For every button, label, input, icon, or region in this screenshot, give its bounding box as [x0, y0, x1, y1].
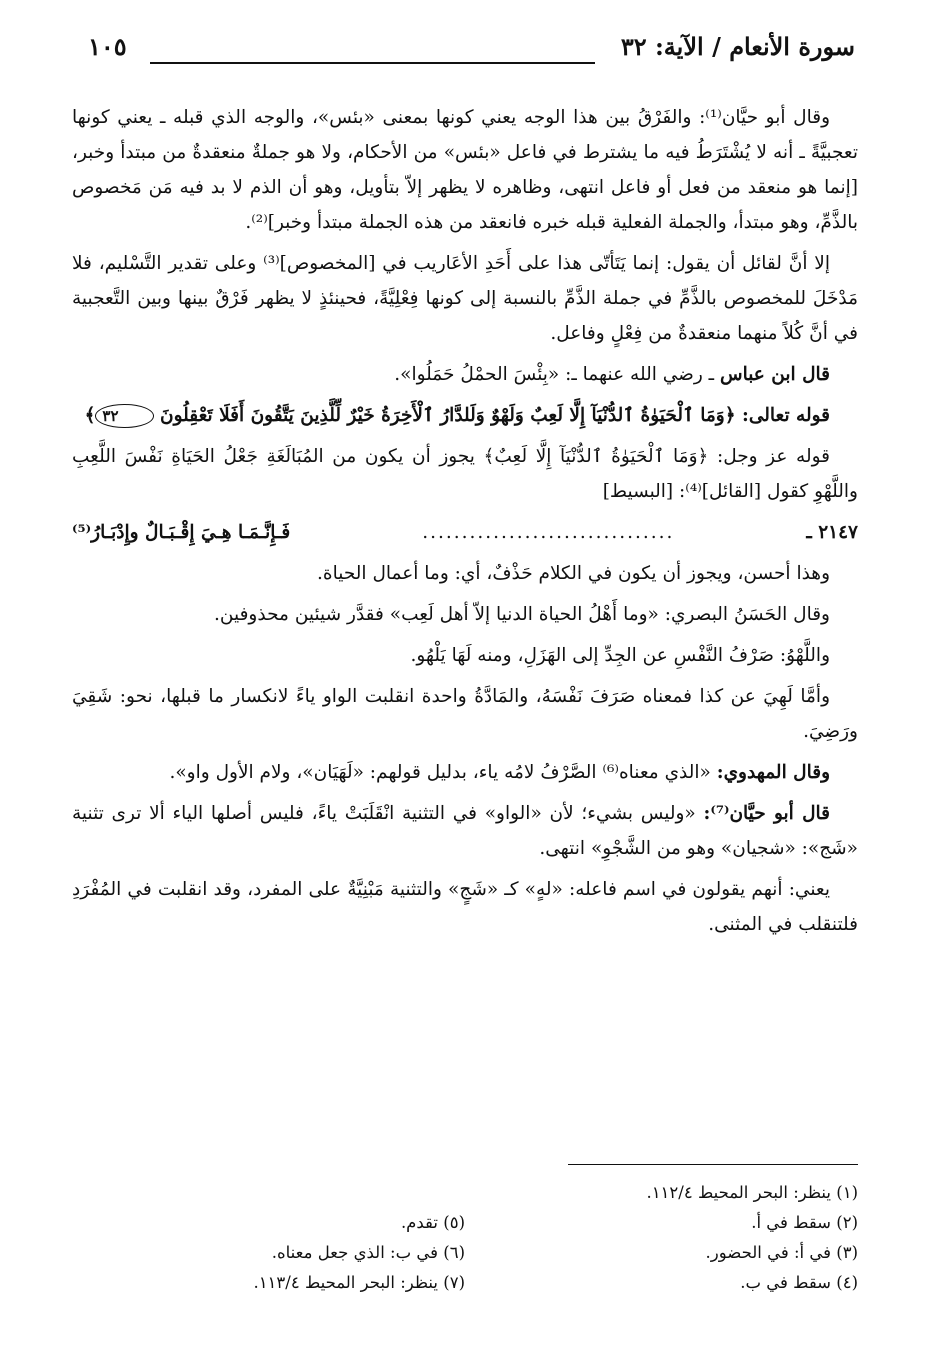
- footnote: (٥) تقدم.: [400, 1213, 465, 1232]
- sura-title: سورة الأنعام / الآية: ٣٢: [620, 32, 855, 61]
- poem-text: فَـإِنَّـمَـا هِـيَ إِقْـبَـالٌ وإِدْبَـارُ⁽⁵⁾: [72, 522, 291, 543]
- paragraph: وهذا أحسن، ويجوز أن يكون في الكلام حَذْفٌ، أي: وما أعمال الحياة.: [317, 563, 830, 584]
- page-header: [88, 28, 855, 68]
- paragraph: يعني: أنهم يقولون في اسم فاعله: «لهٍ» كـ «شَجٍ» والتثنية مَبْنِيَّةٌ على المفرد، وقد انقلبت في المُفْرَدِ فلتنقلب في المثنى.: [72, 879, 858, 935]
- abuhayyan-paragraph: [72, 796, 858, 866]
- verse-text: ﴿وَمَا ٱلْحَيَوٰةُ ٱلدُّنْيَآ إِلَّا لَعِبٌ وَلَهْوٌ وَلَلدَّارُ ٱلْأَخِرَةُ خَيْرٌ لِّلَّذِينَ يَتَّقُونَ أَفَلَا تَعْقِلُونَ: [159, 405, 736, 426]
- ibn-abbas-text: ـ رضي الله عنهما ـ: «بِئْسَ الحمْلُ حَمَلُوا».: [394, 364, 720, 385]
- footnote: (١) ينظر: البحر المحيط ١١٢/٤.: [646, 1183, 858, 1202]
- poem-number: ٢١٤٧ ـ: [806, 522, 858, 543]
- footnote: (٤) سقط في ب.: [740, 1273, 858, 1292]
- footnote: (٣) في أ: في الحضور.: [705, 1243, 858, 1262]
- main-text: [72, 100, 858, 948]
- footnote: (٧) ينظر: البحر المحيط ١١٣/٤.: [253, 1273, 465, 1292]
- header-rule: [150, 62, 595, 64]
- verse-comment: قوله عز وجل: ﴿وَمَا ٱلْحَيَوٰةُ ٱلدُّنْيَآ إِلَّا لَعِبٌ﴾ يجوز أن يكون من المُبَالَغَةِ جَعْلُ الحَيَاةِ نَفْسَ اللَّعِبِ واللَّهْوِ كقول [القائل]⁽⁴⁾: [البسيط]: [72, 446, 858, 502]
- mahdawi-lead: وقال المهدوي:: [716, 762, 830, 783]
- paragraph: وقال أبو حيَّان⁽¹⁾: والفَرْقُ بين هذا الوجه يعني كونها بمعنى «بئس»، والوجه الذي قبله ـ يعني كونها تعجبيَّةً ـ أنه لا يُشْتَرَطُ فيه ما يشترط في فاعل «بئس» من الأحكام، ولا هو جملةٌ منعقدةٌ من مبتدأ وخبر، [إنما هو منعقد من فعل أو فاعل انتهى، وظاهره لا يظهر إلاّ بتأويل، وهو أن الذم لا بد فيه مَن مَخصوص بالذَّمِّ، وهو مبتدأ، والجملة الفعلية قبله خبره فانعقد من هذه الجملة مبتدأ وخبر]⁽²⁾.: [72, 107, 858, 233]
- footnotes: [72, 1178, 858, 1298]
- ibn-abbas-paragraph: [72, 357, 858, 392]
- poem-dots: ................................: [422, 522, 675, 543]
- abuhayyan-lead: قال أبو حيَّان⁽⁷⁾:: [703, 803, 831, 824]
- poem-line: [72, 515, 858, 550]
- ayah-number: ٣٢: [95, 404, 153, 428]
- footnote: (٢) سقط في أ.: [751, 1213, 858, 1232]
- mahdawi-text: «الذي معناه⁽⁶⁾ الصَّرْفُ لامُه ياء، بدليل قولهم: «لَهَيَان»، ولام الأول واو».: [169, 762, 717, 783]
- footnote-rule: [568, 1164, 858, 1165]
- verse-close: ﴾: [84, 405, 96, 426]
- ibn-abbas-lead: قال ابن عباس: [719, 364, 830, 385]
- paragraph: إلا أنَّ لقائل أن يقول: إنما يَتَأتّى هذا على أَحَدِ الأعَاريب في [المخصوص]⁽³⁾ وعلى تقدير التَّسْليم، فلا مَدْخَلَ للمخصوص بالذَّمِّ في جملة الذَّمِّ بالنسبة إلى كونها فِعْلِيَّةً، فحينئذٍ لا يظهر فَرْقٌ بينها وبين التَّعجبية في أنَّ كُلاً منهما منعقدةٌ من فِعْلٍ وفاعل.: [72, 253, 858, 344]
- paragraph: وقال الحَسَنُ البصري: «وما أَهْلُ الحياة الدنيا إلاّ أهل لَعِب» فقدَّر شيئين محذوفين.: [214, 604, 830, 625]
- abuhayyan-text: «وليس بشيء؛ لأن «الواو» في التثنية انْقَلَبَتْ ياءً، فليس أصلها الياء ألا ترى تثنية «شَج»: «شجيان» وهو من الشَّجْوِ» انتهى.: [72, 803, 858, 859]
- paragraph: واللَّهْوُ: صَرْفُ النَّفْسِ عن الجِدِّ إلى الهَزَلِ، ومنه لَهَا يَلْهُو.: [410, 645, 830, 666]
- verse-lead: قوله تعالى:: [735, 405, 830, 426]
- page-number: ١٠٥: [88, 32, 127, 61]
- paragraph: وأمَّا لَهِيَ عن كذا فمعناه صَرَفَ نَفْسَهُ، والمَادَّةُ واحدة انقلبت الواو ياءً لانكسار ما قبلها، نحو: شَقِيَ ورَضِيَ.: [72, 686, 858, 742]
- mahdawi-paragraph: [72, 755, 858, 790]
- verse-paragraph: [72, 398, 858, 433]
- footnote: (٦) في ب: الذي جعل معناه.: [271, 1243, 465, 1262]
